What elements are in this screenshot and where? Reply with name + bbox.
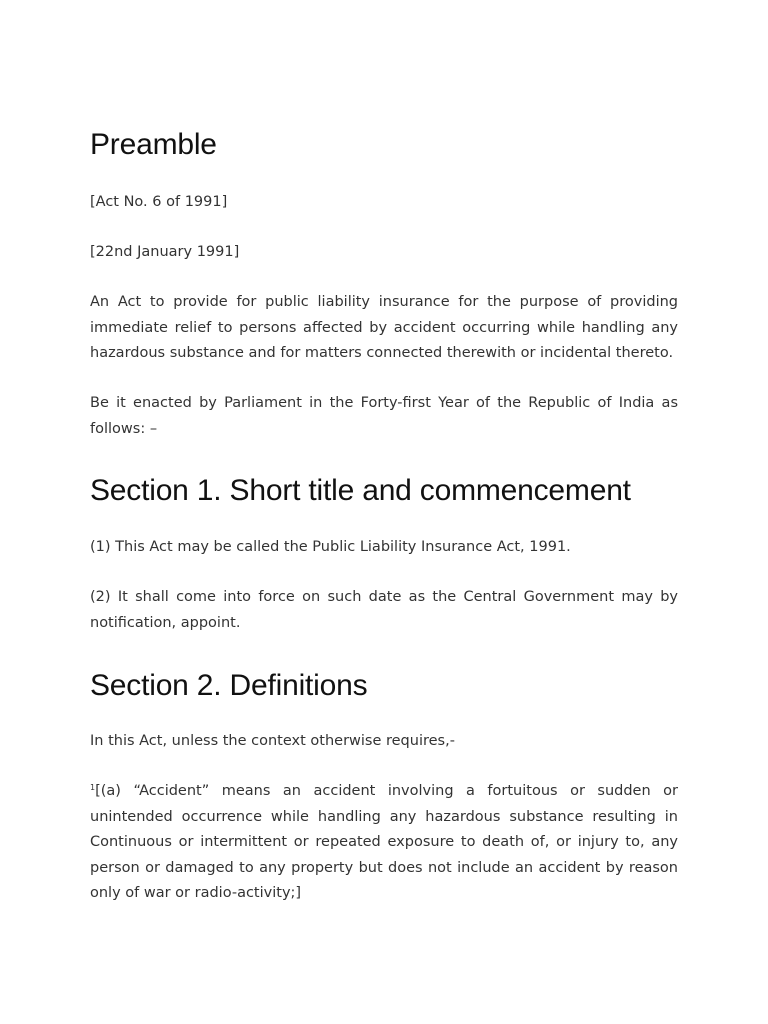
section-2-clause-a-text: [(a) “Accident” means an accident involving a fortuitous or sudden or unintended occurrence while handling any hazardous substance resulting in Continuous or intermittent or repeated exposure to death of, or injury to, any person or damaged to any property but does not include an accident by reason only of war or radio-activity;] [90, 783, 678, 901]
footnote-marker: 1 [90, 783, 96, 792]
section-1-clause-2: (2) It shall come into force on such date as the Central Government may by notification, appoint. [90, 589, 678, 631]
section-2-intro: In this Act, unless the context otherwise requires,- [90, 733, 455, 749]
act-number: [Act No. 6 of 1991] [90, 194, 228, 210]
section-2-clause-a [90, 779, 678, 907]
enacting-formula-paragraph: Be it enacted by Parliament in the Forty-first Year of the Republic of India as follows: – [90, 395, 678, 437]
act-date: [22nd January 1991] [90, 244, 240, 260]
section-1-clause-1: (1) This Act may be called the Public Liability Insurance Act, 1991. [90, 539, 571, 555]
section-1-heading: Section 1. Short title and commencement [90, 474, 631, 507]
long-title-paragraph: An Act to provide for public liability insurance for the purpose of providing immediate relief to persons affected by accident occurring while handling any hazardous substance and for matters connected therewith or incidental thereto. [90, 294, 678, 361]
section-2-heading: Section 2. Definitions [90, 669, 368, 702]
preamble-heading: Preamble [90, 128, 217, 161]
